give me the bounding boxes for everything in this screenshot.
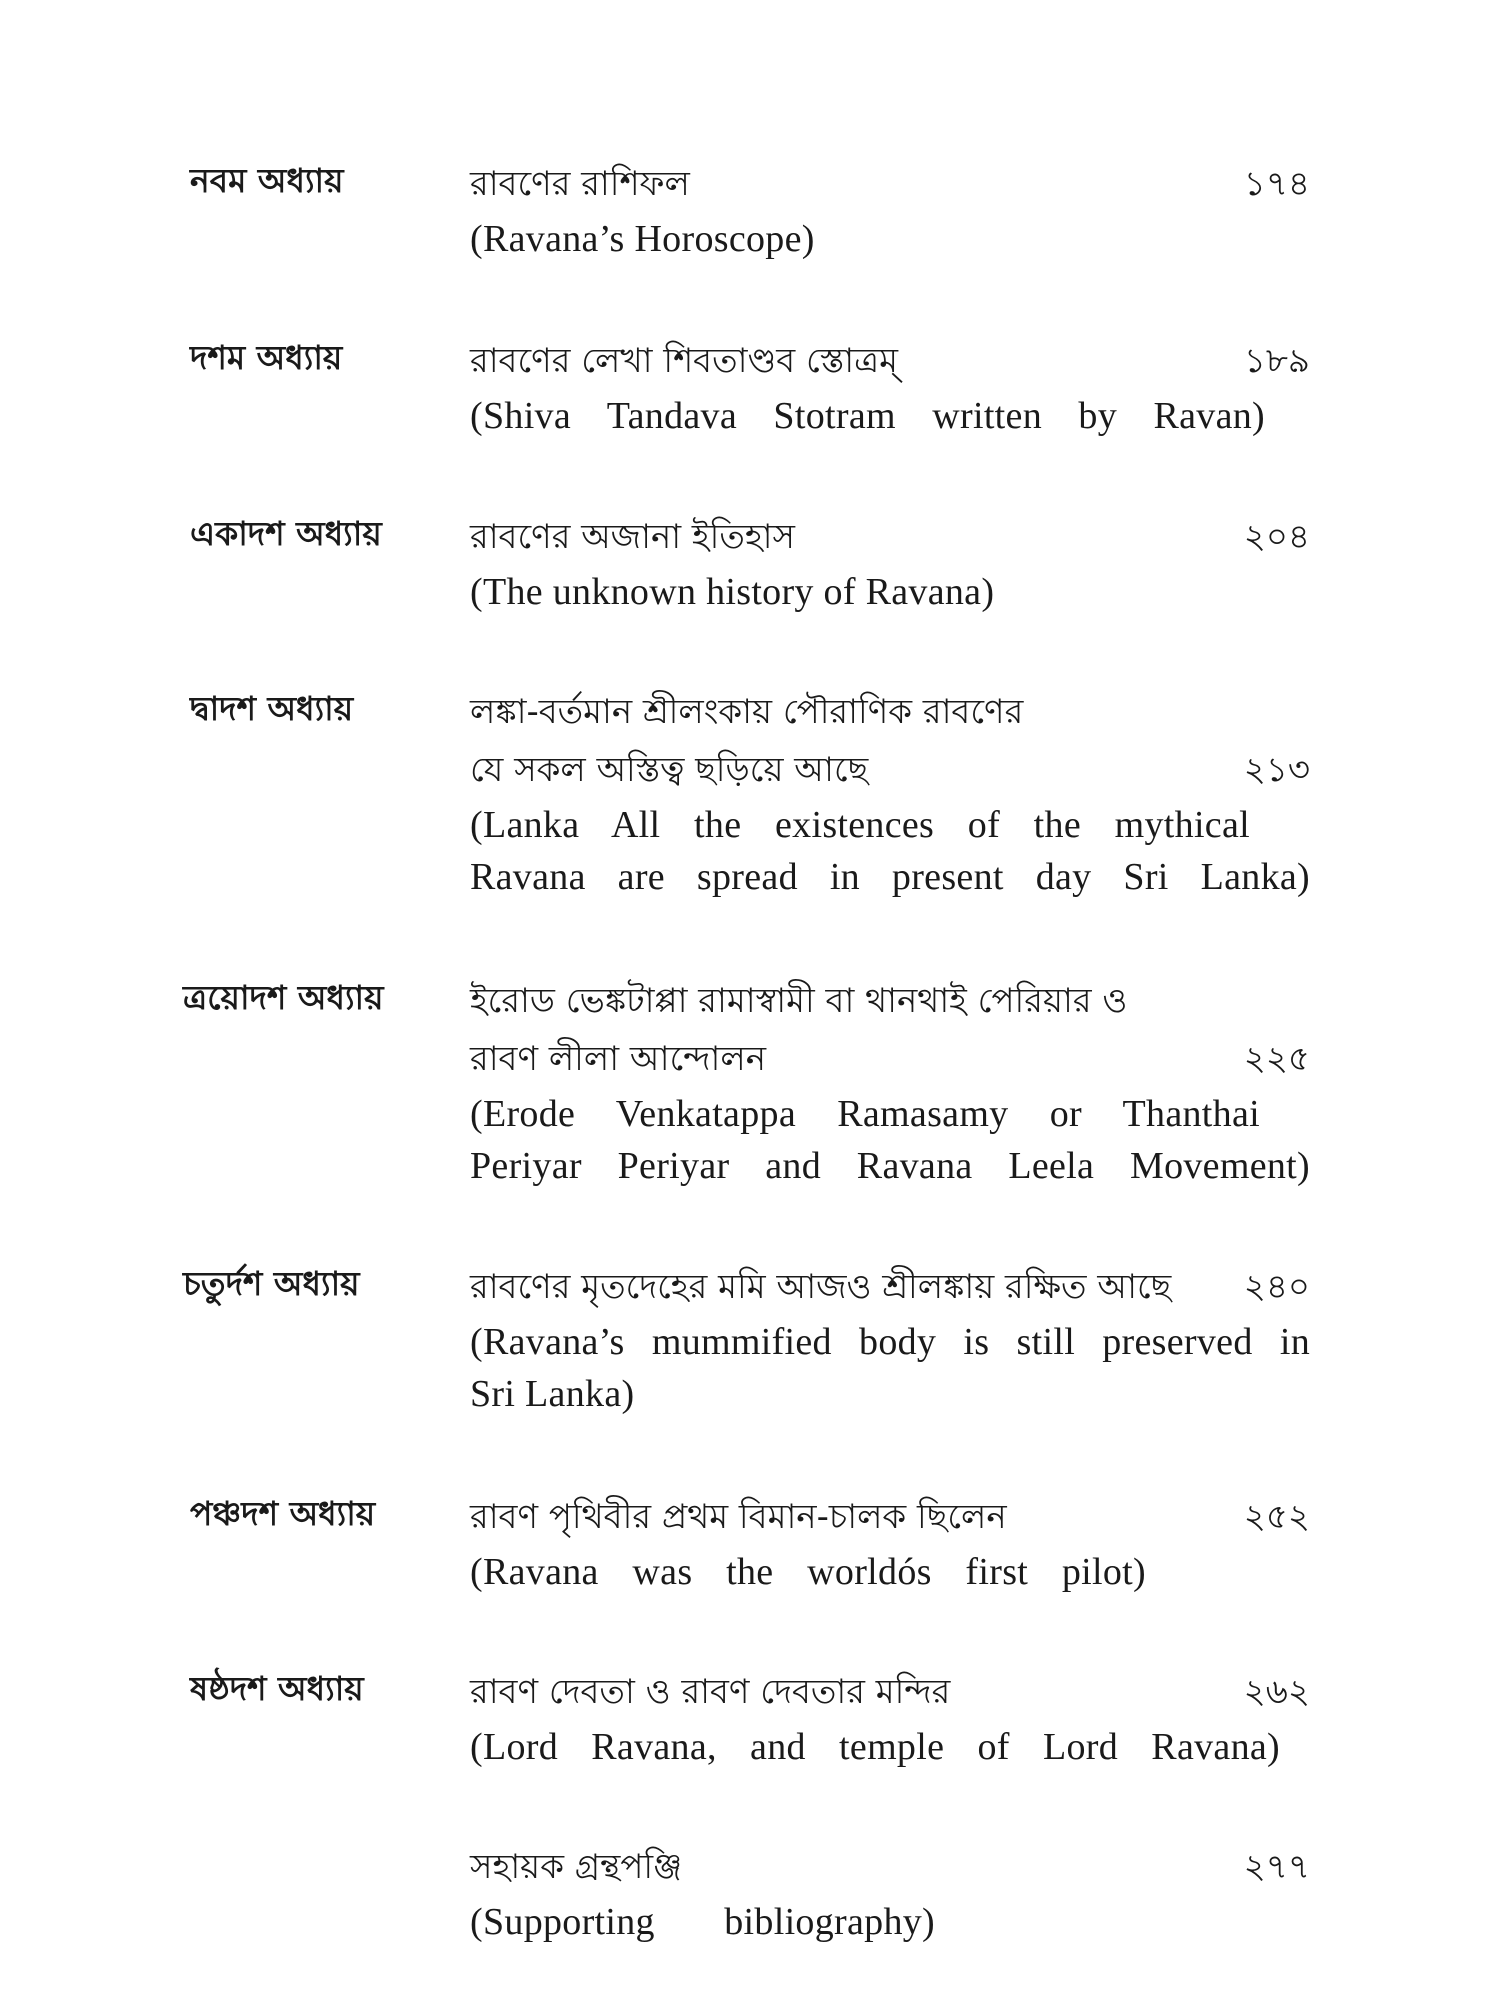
english-title-line: (Supporting bibliography) [470,1901,935,1943]
entry-body [470,155,1310,265]
english-title-line: (Lanka All the existences of the mythical [470,804,1250,846]
entry-body [470,508,1310,618]
chapter-label: চতুর্দশ অধ্যায় [183,1264,360,1303]
bengali-title-line [470,1258,1310,1316]
entry-body [470,332,1310,442]
page-number: ২৭৭ [1243,1847,1310,1887]
entry-body [470,683,1310,903]
bengali-title-text: রাবণ দেবতা ও রাবণ দেবতার মন্দির [470,1672,951,1712]
entry-body [470,1663,1310,1773]
page-number: ২২৫ [1243,1039,1310,1079]
chapter-label: পঞ্চদশ অধ্যায় [190,1494,376,1533]
chapter-label: দশম অধ্যায় [190,338,343,377]
bengali-title-text: রাবণ লীলা আন্দোলন [470,1039,767,1079]
chapter-label: দ্বাদশ অধ্যায় [190,689,354,728]
bengali-title-text: লঙ্কা-বর্তমান শ্রীলংকায় পৌরাণিক রাবণের [470,692,1024,732]
chapter-label: নবম অধ্যায় [190,161,344,200]
bengali-title-line [470,972,1310,1030]
page-number: ২৬২ [1243,1672,1310,1712]
bengali-title-line [470,1488,1310,1546]
bengali-title-line [470,1030,1310,1088]
entry-body [470,1838,1310,1948]
entry-body [470,1258,1310,1420]
bengali-title-line [470,155,1310,213]
english-title-line: (Ravana’s Horoscope) [470,218,815,260]
bengali-title-text: রাবণের অজানা ইতিহাস [470,517,796,557]
bengali-title-line [470,741,1310,799]
english-title-line: (Ravana’s mummified body is still preserved in [470,1321,1310,1363]
entry-body [470,972,1310,1192]
page-number: ২১৩ [1243,750,1310,790]
english-title-line: (Ravana was the worldós first pilot) [470,1551,1146,1593]
english-title-line: (Lord Ravana, and temple of Lord Ravana) [470,1726,1280,1768]
chapter-label: একাদশ অধ্যায় [190,514,382,553]
bengali-title-line [470,683,1310,741]
english-title-line: (Erode Venkatappa Ramasamy or Thanthai [470,1093,1260,1135]
bengali-title-text: সহায়ক গ্রন্থপঞ্জি [470,1847,683,1887]
chapter-label: ত্রয়োদশ অধ্যায় [183,978,384,1017]
bengali-title-line [470,332,1310,390]
page-number: ২৫২ [1243,1497,1310,1537]
english-title-line: Sri Lanka) [470,1373,635,1415]
bengali-title-text: রাবণের লেখা শিবতাণ্ডব স্তোত্রম্ [470,341,898,381]
english-title-line: Ravana are spread in present day Sri Lanka) [470,856,1310,898]
bengali-title-text: ইরোড ভেঙ্কটাপ্পা রামাস্বামী বা থানথাই পেরিয়ার ও [470,981,1128,1021]
bengali-title-text: রাবণের মৃতদেহের মমি আজও শ্রীলঙ্কায় রক্ষিত আছে [470,1267,1172,1307]
bengali-title-text: রাবণের রাশিফল [470,164,690,204]
bengali-title-text: রাবণ পৃথিবীর প্রথম বিমান-চালক ছিলেন [470,1497,1007,1537]
entry-body [470,1488,1310,1598]
english-title-line: (Shiva Tandava Stotram written by Ravan) [470,395,1265,437]
page-number: ২৪০ [1243,1267,1310,1307]
chapter-label: ষষ্ঠদশ অধ্যায় [190,1669,364,1708]
bengali-title-text: যে সকল অস্তিত্ব ছড়িয়ে আছে [470,750,869,790]
bengali-title-line [470,1663,1310,1721]
page-number: ১৭৪ [1243,164,1310,204]
bengali-title-line [470,508,1310,566]
english-title-line: (The unknown history of Ravana) [470,571,995,613]
english-title-line: Periyar Periyar and Ravana Leela Movement) [470,1145,1310,1187]
page-number: ২০৪ [1243,517,1310,557]
page-number: ১৮৯ [1243,341,1310,381]
bengali-title-line [470,1838,1310,1896]
